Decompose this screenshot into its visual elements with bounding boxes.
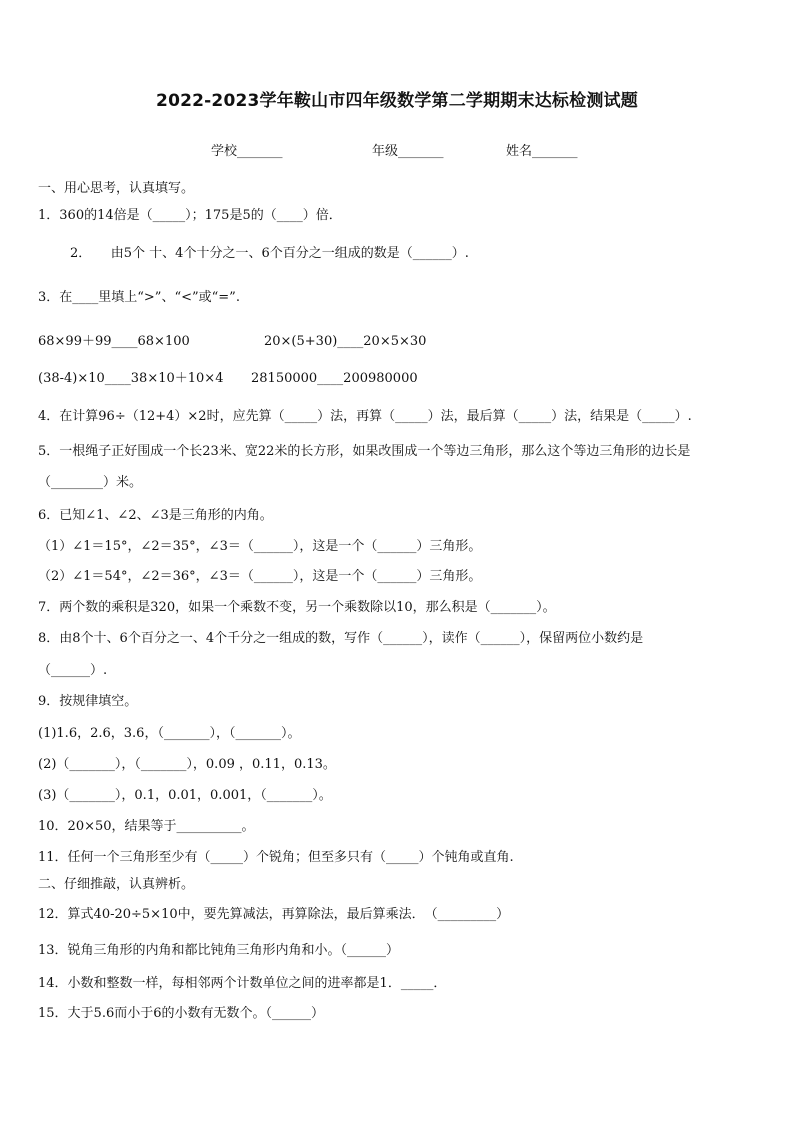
question-10: 10．20×50，结果等于__________。 <box>38 819 255 834</box>
question-8-continued: （______）. <box>38 663 108 678</box>
question-3-item-b: 20×(5+30)____20×5×30 <box>264 334 427 349</box>
question-9-part-1: (1)1.6，2.6，3.6，（_______），（_______）。 <box>38 726 301 741</box>
question-6-part-2: （2）∠1＝54°，∠2＝36°，∠3＝（______），这是一个（______）三角形。 <box>38 569 482 584</box>
question-3-item-c: (38-4)×10____38×10＋10×4 <box>38 371 224 386</box>
question-3-item-d: 28150000____200980000 <box>251 371 418 386</box>
question-15: 15．大于5.6而小于6的小数有无数个。（______） <box>38 1006 324 1021</box>
question-9: 9．按规律填空。 <box>38 694 138 709</box>
school-field: 学校_______ <box>211 144 283 159</box>
question-7: 7．两个数的乘积是320，如果一个乘数不变，另一个乘数除以10，那么积是（_______）。 <box>38 600 556 615</box>
question-5-continued: （________）米。 <box>38 475 143 490</box>
question-8: 8．由8个十、6个百分之一、4个千分之一组成的数，写作（______），读作（______），保留两位小数约是 <box>38 631 644 646</box>
question-9-part-2: (2)（_______），（_______），0.09 ，0.11，0.13。 <box>38 757 336 772</box>
page-title: 2022-2023学年鞍山市四年级数学第二学期期末达标检测试题 <box>156 91 638 111</box>
question-6-part-1: （1）∠1＝15°，∠2＝35°，∠3＝（______），这是一个（______）三角形。 <box>38 539 482 554</box>
question-5: 5．一根绳子正好围成一个长23米、宽22米的长方形，如果改围成一个等边三角形，那么这个等边三角形的边长是 <box>38 444 691 459</box>
section-heading-1: 一、用心思考，认真填写。 <box>38 181 195 196</box>
question-2: 2． 由5个 十、4个十分之一、6个百分之一组成的数是（______）. <box>70 246 469 261</box>
question-3-item-a: 68×99＋99____68×100 <box>38 334 190 349</box>
question-6: 6．已知∠1、∠2、∠3是三角形的内角。 <box>38 508 273 523</box>
question-4: 4．在计算96÷（12+4）×2时，应先算（_____）法，再算（_____）法，最后算（_____）法，结果是（_____）. <box>38 409 692 424</box>
question-14: 14．小数和整数一样，每相邻两个计数单位之间的进率都是1．_____． <box>38 976 447 991</box>
question-9-part-3: (3)（_______），0.1，0.01，0.001，（_______）。 <box>38 788 332 803</box>
name-field: 姓名_______ <box>506 144 578 159</box>
question-13: 13．锐角三角形的内角和都比钝角三角形内角和小。（______） <box>38 943 400 958</box>
question-3: 3．在____里填上“>”、“<”或“=”. <box>38 290 240 305</box>
grade-field: 年级_______ <box>372 144 444 159</box>
question-1: 1．360的14倍是（_____）；175是5的（____）倍． <box>38 208 342 223</box>
section-heading-2: 二、仔细推敲，认真辨析。 <box>38 877 195 892</box>
question-11: 11．任何一个三角形至少有（_____）个锐角；但至多只有（_____）个钝角或直角. <box>38 850 514 865</box>
question-12: 12．算式40-20÷5×10中，要先算减法，再算除法，最后算乘法． （_________） <box>38 907 510 922</box>
